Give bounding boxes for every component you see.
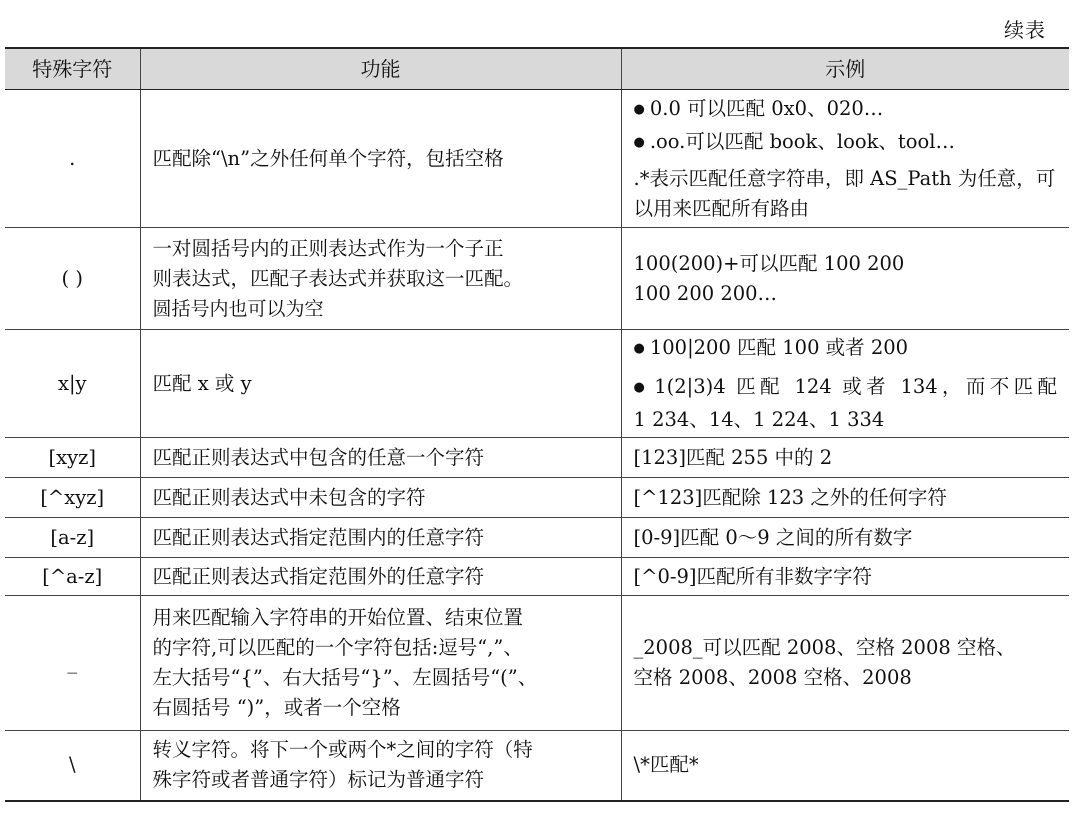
cell-example: [123]匹配 255 中的 2 <box>621 438 1069 478</box>
func-line: 殊字符或者普通字符）标记为普通字符 <box>152 768 485 792</box>
table-row <box>5 478 1069 518</box>
cell-example: \*匹配* <box>621 731 1069 801</box>
cell-example <box>621 330 1069 438</box>
cell-char: _ <box>5 596 140 731</box>
example-line: 100 200 200… <box>633 281 778 305</box>
cell-func: 匹配正则表达式指定范围内的任意字符 <box>140 518 621 558</box>
cell-func: 匹配正则表达式中包含的任意一个字符 <box>140 438 621 478</box>
cell-char: \ <box>5 731 140 801</box>
table-row <box>5 228 1069 330</box>
table-row <box>5 596 1069 731</box>
cell-example <box>621 228 1069 330</box>
example-line: 1 234、14、1 224、1 334 <box>633 407 885 431</box>
regex-special-chars-table <box>5 47 1069 802</box>
func-line: 则表达式，匹配子表达式并获取这一匹配。 <box>152 266 524 290</box>
example-note: .*表示匹配任意字符串，即 AS_Path 为任意，可以用来匹配所有路由 <box>633 166 1056 220</box>
cell-char: [a-z] <box>5 518 140 558</box>
table-row <box>5 731 1069 801</box>
cell-func: 匹配除“\n”之外任何单个字符，包括空格 <box>140 90 621 228</box>
cell-func <box>140 731 621 801</box>
func-line: 的字符,可以匹配的一个字符包括:逗号“,”、 <box>152 636 523 659</box>
table-row <box>5 438 1069 478</box>
cell-char: [^a-z] <box>5 558 140 596</box>
cell-example: [0-9]匹配 0～9 之间的所有数字 <box>621 518 1069 558</box>
header-example: 示例 <box>621 48 1069 90</box>
cell-example <box>621 596 1069 731</box>
cell-char: [^xyz] <box>5 478 140 518</box>
table-row <box>5 518 1069 558</box>
table-row <box>5 558 1069 596</box>
func-line: 用来匹配输入字符串的开始位置、结束位置 <box>152 606 524 629</box>
cell-example: [^0-9]匹配所有非数字字符 <box>621 558 1069 596</box>
func-line: 圆括号内也可以为空 <box>152 297 324 320</box>
cell-char: ( ) <box>5 228 140 330</box>
func-line: 左大括号“{”、右大括号“}”、左圆括号“(”、 <box>152 666 538 689</box>
func-line: 右圆括号 “)”，或者一个空格 <box>152 696 401 719</box>
example-bullet: ● .oo.可以匹配 book、look、tool… <box>634 127 1058 160</box>
cell-func <box>140 228 621 330</box>
cell-char: x|y <box>5 330 140 438</box>
cell-func: 匹配 x 或 y <box>140 330 621 438</box>
header-special-char: 特殊字符 <box>5 48 140 90</box>
continued-table-label: 续表 <box>1004 18 1046 42</box>
cell-func: 匹配正则表达式中未包含的字符 <box>140 478 621 518</box>
cell-func: 匹配正则表达式指定范围外的任意字符 <box>140 558 621 596</box>
cell-example <box>621 90 1069 228</box>
table-row <box>5 330 1069 438</box>
cell-example: [^123]匹配除 123 之外的任何字符 <box>621 478 1069 518</box>
table-row <box>5 90 1069 228</box>
example-line: _2008_可以匹配 2008、空格 2008 空格、 <box>633 636 1016 659</box>
example-line: 空格 2008、2008 空格、2008 <box>633 666 912 689</box>
cell-char: [xyz] <box>5 438 140 478</box>
cell-char: . <box>5 90 140 228</box>
example-bullet: ● 0.0 可以匹配 0x0、020… <box>634 94 1058 127</box>
cell-func <box>140 596 621 731</box>
func-line: 一对圆括号内的正则表达式作为一个子正 <box>152 236 504 260</box>
example-bullet: ● 100|200 匹配 100 或者 200 <box>634 333 1058 366</box>
example-line: 100(200)+可以匹配 100 200 <box>633 251 905 275</box>
table-header-row <box>5 48 1069 90</box>
func-line: 转义字符。将下一个或两个*之间的字符（特 <box>152 738 533 762</box>
header-function: 功能 <box>140 48 621 90</box>
example-bullet: ● 1(2|3)4 匹配 124 或者 134，而不匹配 <box>634 372 1058 405</box>
